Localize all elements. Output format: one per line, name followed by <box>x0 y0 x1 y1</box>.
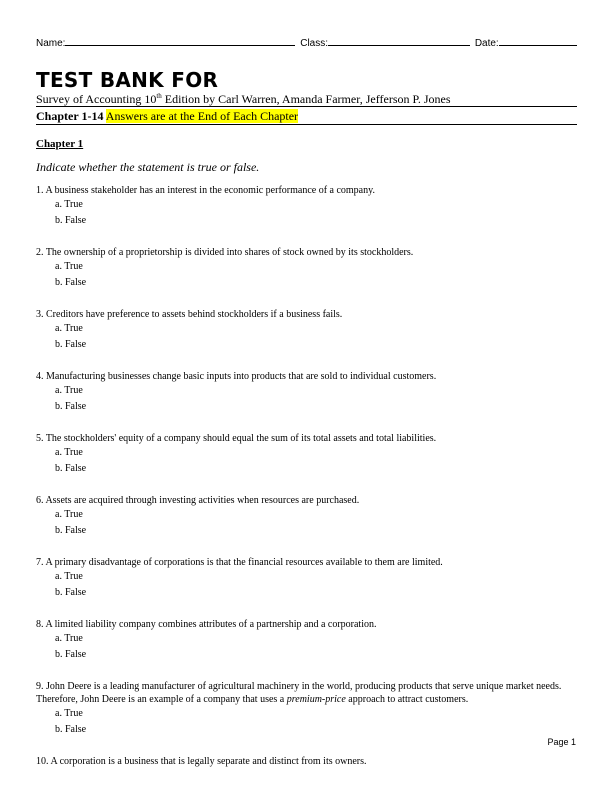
answer-option[interactable]: b. False <box>55 463 87 474</box>
stem-text: 9. John Deere is a leading manufacturer of agricultural machinery in the world, producing products that serve unique market needs. Therefore, John Deere is an example of a company that uses a <box>36 681 562 705</box>
question-item <box>36 618 577 663</box>
book-subtitle <box>36 92 451 107</box>
question-item <box>36 432 577 477</box>
answer-option[interactable]: b. False <box>55 277 87 288</box>
question-item <box>36 755 577 768</box>
answer-option[interactable]: b. False <box>55 215 87 226</box>
answer-option[interactable]: a. True <box>55 323 83 334</box>
date-label: Date: <box>474 38 499 49</box>
student-info-header <box>36 36 576 49</box>
stem-text: approach to attract customers. <box>345 694 469 705</box>
answer-option[interactable]: a. True <box>55 385 83 396</box>
answer-option[interactable]: b. False <box>55 649 87 660</box>
answer-option[interactable]: a. True <box>55 509 83 520</box>
name-field[interactable] <box>65 36 295 46</box>
name-label: Name: <box>36 38 66 49</box>
question-item <box>36 680 577 738</box>
date-field[interactable] <box>499 36 577 46</box>
question-item <box>36 184 577 229</box>
question-stem: 3. Creditors have preference to assets behind stockholders if a business fails. <box>36 309 343 320</box>
answer-option[interactable]: b. False <box>55 339 87 350</box>
emphasized-term: premium-price <box>286 694 346 705</box>
question-stem: 8. A limited liability company combines attributes of a partnership and a corporation. <box>36 619 377 630</box>
chapters-range: Chapter 1-14 <box>36 109 104 123</box>
instructions: Indicate whether the statement is true or false. <box>36 160 260 174</box>
question-item <box>36 370 577 415</box>
subtitle-authors: Edition by Carl Warren, Amanda Farmer, Jefferson P. Jones <box>161 92 451 106</box>
question-item <box>36 556 577 601</box>
question-stem: 2. The ownership of a proprietorship is divided into shares of stock owned by its stockholders. <box>36 247 414 258</box>
question-stem: 4. Manufacturing businesses change basic inputs into products that are sold to individual customers. <box>36 371 437 382</box>
answer-option[interactable]: a. True <box>55 261 83 272</box>
question-stem: 7. A primary disadvantage of corporations is that the financial resources available to them are limited. <box>36 557 443 568</box>
subtitle-text: Survey of Accounting 10 <box>36 92 157 106</box>
class-label: Class: <box>300 38 329 49</box>
answers-note: Answers are at the End of Each Chapter <box>105 109 299 123</box>
divider <box>36 106 577 107</box>
question-item <box>36 246 577 291</box>
subtitle-superscript: th <box>156 92 162 100</box>
chapter-heading: Chapter 1 <box>36 138 84 150</box>
answer-option[interactable]: b. False <box>55 401 87 412</box>
question-stem: 6. Assets are acquired through investing activities when resources are purchased. <box>36 495 360 506</box>
answer-option[interactable]: a. True <box>55 199 83 210</box>
answer-option[interactable]: a. True <box>55 708 83 719</box>
answer-option[interactable]: a. True <box>55 447 83 458</box>
answer-option[interactable]: b. False <box>55 724 87 735</box>
question-item <box>36 308 577 353</box>
answer-option[interactable]: a. True <box>55 633 83 644</box>
question-stem: 10. A corporation is a business that is legally separate and distinct from its owners. <box>36 756 367 767</box>
answer-option[interactable]: a. True <box>55 571 83 582</box>
chapters-line <box>36 109 298 124</box>
answer-option[interactable]: b. False <box>55 587 87 598</box>
question-list <box>36 184 577 785</box>
question-stem <box>36 680 577 706</box>
question-item <box>36 494 577 539</box>
question-stem: 1. A business stakeholder has an interest in the economic performance of a company. <box>36 185 375 196</box>
answer-option[interactable]: b. False <box>55 525 87 536</box>
page-number: Page 1 <box>547 737 576 747</box>
divider <box>36 124 577 125</box>
class-field[interactable] <box>328 36 470 46</box>
question-stem: 5. The stockholders' equity of a company should equal the sum of its total assets and total liabilities. <box>36 433 437 444</box>
page-title: TEST BANK FOR <box>36 68 219 92</box>
